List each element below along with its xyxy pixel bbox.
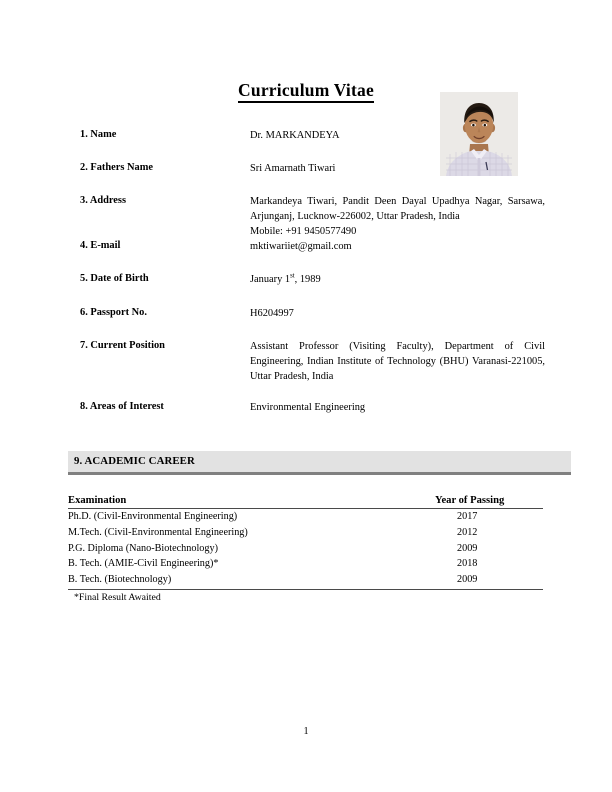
table-row (68, 525, 543, 541)
academic-career-section-band (68, 451, 571, 475)
info-label-address: 3. Address (80, 195, 127, 207)
spacer (80, 321, 545, 339)
info-row-date-of-birth (80, 272, 545, 287)
personal-info-list (80, 128, 545, 415)
info-label-passport: 6. Passport No. (80, 306, 147, 318)
info-value-name: Dr. MARKANDEYA (250, 130, 340, 141)
cell-year: 2009 (457, 574, 478, 586)
info-row-areas-of-interest (80, 400, 545, 415)
dob-ordinal-suffix: st (290, 273, 295, 280)
info-row-address (80, 194, 545, 224)
spacer (80, 384, 545, 400)
info-label-email: 4. E-mail (80, 240, 121, 252)
info-value-email: mktiwariiet@gmail.com (250, 241, 352, 253)
dob-prefix: January 1 (250, 274, 291, 286)
info-value-current-position: Assistant Professor (Visiting Faculty), Department of Civil Engineering, Indian Institute of Technology (BHU) Varanasi-221005, Uttar Pradesh, India (250, 340, 545, 382)
info-row-fathers-name (80, 161, 545, 176)
info-row-current-position (80, 339, 545, 384)
cell-examination: M.Tech. (Civil-Environmental Engineering) (68, 526, 248, 538)
spacer (80, 254, 545, 272)
info-row-name (80, 128, 545, 143)
info-label-date-of-birth: 5. Date of Birth (80, 273, 149, 285)
info-row-mobile (80, 224, 545, 239)
info-value-areas-of-interest: Environmental Engineering (250, 401, 366, 413)
page-title-wrapper (0, 80, 612, 103)
info-value-fathers-name: Sri Amarnath Tiwari (250, 163, 336, 175)
info-label-current-position: 7. Current Position (80, 339, 165, 351)
spacer (80, 176, 545, 194)
info-row-passport (80, 306, 545, 321)
cell-examination: B. Tech. (AMIE-Civil Engineering)* (68, 558, 219, 570)
info-value-mobile: Mobile: +91 9450577490 (250, 226, 357, 238)
cell-year: 2009 (457, 542, 478, 554)
info-value-date-of-birth (250, 272, 545, 287)
cell-year: 2017 (457, 511, 478, 522)
academic-career-heading: 9. ACADEMIC CAREER (74, 455, 195, 467)
info-value-address: Markandeya Tiwari, Pandit Deen Dayal Upadhya Nagar, Sarsawa, Arjunganj, Lucknow-226002, Uttar Pradesh, India (250, 196, 545, 223)
column-header-year-of-passing: Year of Passing (435, 495, 505, 506)
page-title: Curriculum Vitae (238, 80, 374, 103)
spacer (80, 143, 545, 161)
column-header-examination: Examination (68, 495, 127, 506)
table-footnote: *Final Result Awaited (74, 592, 161, 604)
table-row (68, 541, 543, 557)
cell-examination: P.G. Diploma (Nano-Biotechnology) (68, 542, 218, 554)
spacer (80, 288, 545, 306)
table-row (68, 572, 543, 588)
cell-examination: Ph.D. (Civil-Environmental Engineering) (68, 511, 238, 522)
cell-examination: B. Tech. (Biotechnology) (68, 574, 172, 586)
academic-career-table (68, 495, 543, 605)
info-label-name: 1. Name (80, 129, 117, 140)
dob-suffix: , 1989 (294, 274, 321, 286)
cell-year: 2012 (457, 526, 478, 538)
info-value-passport: H6204997 (250, 307, 294, 319)
table-header-row (68, 495, 543, 509)
info-label-areas-of-interest: 8. Areas of Interest (80, 400, 164, 412)
info-row-email (80, 239, 545, 254)
info-label-fathers-name: 2. Fathers Name (80, 162, 154, 174)
page-number: 1 (303, 726, 309, 737)
cell-year: 2018 (457, 558, 478, 570)
table-row (68, 556, 543, 572)
table-row (68, 509, 543, 525)
